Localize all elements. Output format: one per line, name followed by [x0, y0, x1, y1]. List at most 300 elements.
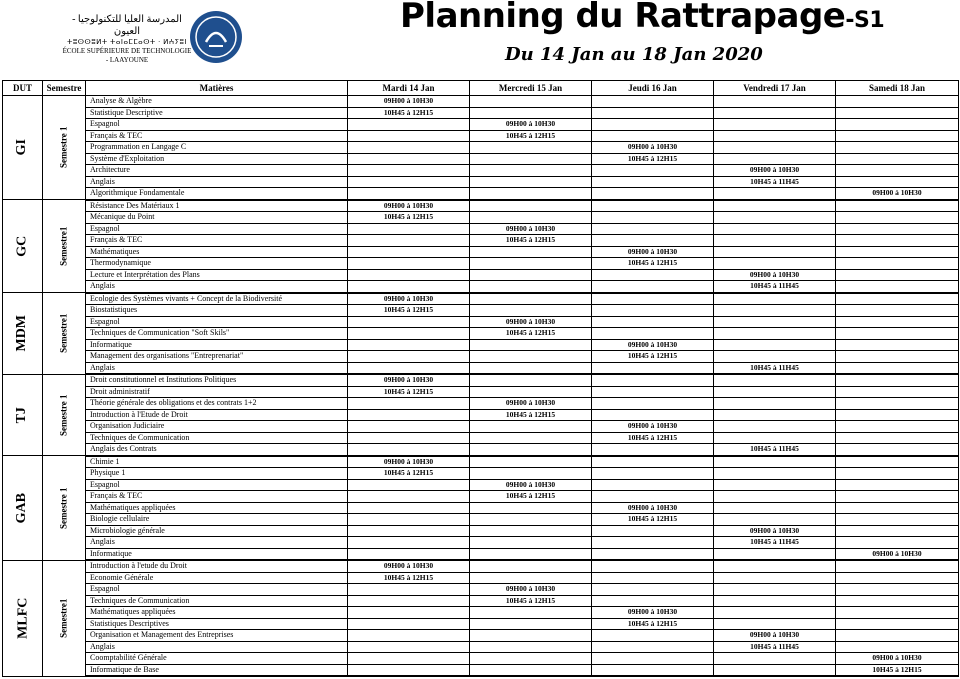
- time-slot-cell: [348, 502, 470, 514]
- subject-cell: Mécanique du Point: [86, 212, 348, 224]
- time-slot-cell: [714, 398, 836, 410]
- time-slot-cell: 10H45 à 12H15: [348, 386, 470, 398]
- time-slot-cell: [592, 269, 714, 281]
- time-slot-cell: [836, 339, 959, 351]
- semestre-label-cell: [43, 200, 86, 293]
- school-logo-text: [62, 14, 192, 65]
- schedule-body: [3, 96, 959, 677]
- col-semestre: Semestre: [43, 81, 86, 96]
- time-slot-cell: 09H00 à 10H30: [470, 479, 592, 491]
- time-slot-cell: 10H45 à 11H45: [714, 537, 836, 549]
- time-slot-cell: 10H45 à 12H15: [470, 328, 592, 340]
- page-title: [400, 0, 884, 36]
- table-row: [3, 468, 959, 480]
- subject-cell: Physique 1: [86, 468, 348, 480]
- table-row: [3, 305, 959, 317]
- dut-label: GI: [14, 139, 30, 156]
- time-slot-cell: [836, 514, 959, 526]
- time-slot-cell: 10H45 à 12H15: [348, 107, 470, 119]
- table-row: [3, 130, 959, 142]
- time-slot-cell: [714, 130, 836, 142]
- time-slot-cell: [714, 351, 836, 363]
- time-slot-cell: [714, 653, 836, 665]
- semestre-label: Semestre1: [58, 313, 69, 353]
- table-row: [3, 351, 959, 363]
- table-row: [3, 293, 959, 305]
- time-slot-cell: [836, 618, 959, 630]
- table-row: [3, 630, 959, 642]
- time-slot-cell: [836, 572, 959, 584]
- subject-cell: Programmation en Langage C: [86, 142, 348, 154]
- time-slot-cell: [348, 421, 470, 433]
- time-slot-cell: [836, 246, 959, 258]
- time-slot-cell: [470, 641, 592, 653]
- time-slot-cell: [836, 584, 959, 596]
- time-slot-cell: [592, 548, 714, 560]
- time-slot-cell: [592, 595, 714, 607]
- time-slot-cell: [470, 386, 592, 398]
- table-row: [3, 584, 959, 596]
- time-slot-cell: [348, 258, 470, 270]
- time-slot-cell: [470, 305, 592, 317]
- time-slot-cell: [348, 653, 470, 665]
- time-slot-cell: [714, 432, 836, 444]
- time-slot-cell: 09H00 à 10H30: [836, 653, 959, 665]
- time-slot-cell: 09H00 à 10H30: [714, 525, 836, 537]
- time-slot-cell: [714, 409, 836, 421]
- time-slot-cell: [714, 153, 836, 165]
- time-slot-cell: [470, 153, 592, 165]
- subject-cell: Anglais: [86, 281, 348, 293]
- table-row: [3, 119, 959, 131]
- subject-cell: Droit administratif: [86, 386, 348, 398]
- time-slot-cell: [592, 572, 714, 584]
- col-dut: DUT: [3, 81, 43, 96]
- dut-label-cell: [3, 374, 43, 456]
- subject-cell: Introduction à l'Etude de Droit: [86, 409, 348, 421]
- time-slot-cell: [592, 176, 714, 188]
- time-slot-cell: [836, 176, 959, 188]
- time-slot-cell: 10H45 à 11H45: [714, 176, 836, 188]
- table-row: [3, 281, 959, 293]
- time-slot-cell: [348, 432, 470, 444]
- time-slot-cell: [470, 142, 592, 154]
- time-slot-cell: [592, 491, 714, 503]
- dut-label: GC: [14, 235, 30, 257]
- time-slot-cell: [836, 641, 959, 653]
- time-slot-cell: [348, 235, 470, 247]
- subject-cell: Espagnol: [86, 119, 348, 131]
- time-slot-cell: [470, 374, 592, 386]
- subject-cell: Anglais: [86, 362, 348, 374]
- table-row: [3, 362, 959, 374]
- time-slot-cell: [470, 630, 592, 642]
- subject-cell: Espagnol: [86, 479, 348, 491]
- time-slot-cell: [348, 328, 470, 340]
- col-day: Mercredi 15 Jan: [470, 81, 592, 96]
- time-slot-cell: [470, 664, 592, 676]
- time-slot-cell: [836, 293, 959, 305]
- time-slot-cell: [714, 421, 836, 433]
- dut-label: TJ: [14, 406, 30, 423]
- time-slot-cell: 10H45 à 12H15: [592, 432, 714, 444]
- time-slot-cell: [592, 119, 714, 131]
- table-row: [3, 176, 959, 188]
- table-row: [3, 188, 959, 200]
- time-slot-cell: [470, 107, 592, 119]
- col-day: Vendredi 17 Jan: [714, 81, 836, 96]
- table-row: [3, 246, 959, 258]
- time-slot-cell: [836, 421, 959, 433]
- time-slot-cell: [348, 339, 470, 351]
- time-slot-cell: 09H00 à 10H30: [470, 316, 592, 328]
- time-slot-cell: [470, 444, 592, 456]
- subject-cell: Management des organisations "Entreprenariat": [86, 351, 348, 363]
- table-row: [3, 235, 959, 247]
- time-slot-cell: 10H45 à 12H15: [836, 664, 959, 676]
- time-slot-cell: [714, 572, 836, 584]
- time-slot-cell: [470, 362, 592, 374]
- subject-cell: Organisation et Management des Entreprises: [86, 630, 348, 642]
- table-row: [3, 165, 959, 177]
- subject-cell: Statistiques Descriptives: [86, 618, 348, 630]
- time-slot-cell: 10H45 à 11H45: [714, 281, 836, 293]
- time-slot-cell: [348, 491, 470, 503]
- time-slot-cell: [836, 212, 959, 224]
- subject-cell: Chimie 1: [86, 456, 348, 468]
- time-slot-cell: [592, 130, 714, 142]
- time-slot-cell: [714, 584, 836, 596]
- semestre-label: Semestre1: [58, 226, 69, 266]
- time-slot-cell: [592, 409, 714, 421]
- time-slot-cell: [470, 514, 592, 526]
- semestre-label-cell: [43, 560, 86, 676]
- time-slot-cell: [348, 398, 470, 410]
- schedule-table: [2, 80, 959, 677]
- time-slot-cell: [714, 339, 836, 351]
- time-slot-cell: [348, 641, 470, 653]
- time-slot-cell: [836, 130, 959, 142]
- time-slot-cell: [348, 351, 470, 363]
- subject-cell: Espagnol: [86, 316, 348, 328]
- time-slot-cell: 10H45 à 12H15: [592, 258, 714, 270]
- subject-cell: Techniques de Communication "Soft Skils": [86, 328, 348, 340]
- time-slot-cell: [714, 560, 836, 572]
- time-slot-cell: [470, 96, 592, 108]
- time-slot-cell: [470, 537, 592, 549]
- time-slot-cell: 09H00 à 10H30: [592, 142, 714, 154]
- time-slot-cell: [714, 223, 836, 235]
- time-slot-cell: [592, 165, 714, 177]
- subject-cell: Français & TEC: [86, 130, 348, 142]
- time-slot-cell: [836, 328, 959, 340]
- time-slot-cell: [592, 223, 714, 235]
- subject-cell: Théorie générale des obligations et des contrats 1+2: [86, 398, 348, 410]
- time-slot-cell: [348, 409, 470, 421]
- time-slot-cell: [592, 664, 714, 676]
- time-slot-cell: 09H00 à 10H30: [592, 246, 714, 258]
- time-slot-cell: [470, 281, 592, 293]
- time-slot-cell: [714, 188, 836, 200]
- time-slot-cell: [836, 560, 959, 572]
- time-slot-cell: [470, 468, 592, 480]
- time-slot-cell: [836, 165, 959, 177]
- time-slot-cell: [470, 293, 592, 305]
- table-row: [3, 653, 959, 665]
- time-slot-cell: 10H45 à 12H15: [592, 618, 714, 630]
- table-row: [3, 479, 959, 491]
- subject-cell: Organisation Judiciaire: [86, 421, 348, 433]
- time-slot-cell: [592, 537, 714, 549]
- time-slot-cell: [592, 386, 714, 398]
- time-slot-cell: [470, 432, 592, 444]
- time-slot-cell: [348, 537, 470, 549]
- time-slot-cell: [714, 246, 836, 258]
- time-slot-cell: 10H45 à 11H45: [714, 362, 836, 374]
- time-slot-cell: [592, 653, 714, 665]
- time-slot-cell: [714, 316, 836, 328]
- time-slot-cell: [714, 119, 836, 131]
- time-slot-cell: [470, 188, 592, 200]
- time-slot-cell: [836, 456, 959, 468]
- time-slot-cell: [714, 107, 836, 119]
- col-day: Mardi 14 Jan: [348, 81, 470, 96]
- time-slot-cell: [348, 584, 470, 596]
- table-row: [3, 316, 959, 328]
- time-slot-cell: [470, 572, 592, 584]
- time-slot-cell: [714, 618, 836, 630]
- subject-cell: Mathématiques: [86, 246, 348, 258]
- time-slot-cell: 10H45 à 12H15: [470, 595, 592, 607]
- time-slot-cell: 10H45 à 12H15: [348, 572, 470, 584]
- time-slot-cell: 09H00 à 10H30: [348, 200, 470, 212]
- table-row: [3, 456, 959, 468]
- time-slot-cell: [836, 468, 959, 480]
- table-row: [3, 200, 959, 212]
- subject-cell: Anglais: [86, 537, 348, 549]
- time-slot-cell: [714, 514, 836, 526]
- time-slot-cell: [348, 362, 470, 374]
- time-slot-cell: [348, 142, 470, 154]
- time-slot-cell: [470, 456, 592, 468]
- time-slot-cell: [348, 630, 470, 642]
- table-row: [3, 223, 959, 235]
- subject-cell: Lecture et Interprétation des Plans: [86, 269, 348, 281]
- table-row: [3, 107, 959, 119]
- semestre-label: Semestre 1: [58, 393, 69, 436]
- time-slot-cell: [836, 525, 959, 537]
- subject-cell: Anglais: [86, 176, 348, 188]
- semestre-label-cell: [43, 374, 86, 456]
- time-slot-cell: [470, 502, 592, 514]
- time-slot-cell: [470, 653, 592, 665]
- subject-cell: Droit constitutionnel et Institutions Politiques: [86, 374, 348, 386]
- time-slot-cell: 10H45 à 12H15: [348, 468, 470, 480]
- dut-label: GAB: [14, 492, 30, 523]
- time-slot-cell: [836, 409, 959, 421]
- time-slot-cell: [592, 584, 714, 596]
- time-slot-cell: [470, 339, 592, 351]
- subject-cell: Coomptabilité Générale: [86, 653, 348, 665]
- time-slot-cell: [836, 374, 959, 386]
- time-slot-cell: [714, 305, 836, 317]
- time-slot-cell: 09H00 à 10H30: [714, 269, 836, 281]
- subject-cell: Architecture: [86, 165, 348, 177]
- table-row: [3, 328, 959, 340]
- time-slot-cell: [714, 479, 836, 491]
- time-slot-cell: [470, 607, 592, 619]
- table-row: [3, 560, 959, 572]
- time-slot-cell: [836, 316, 959, 328]
- dut-label: MLFC: [15, 597, 31, 639]
- table-row: [3, 502, 959, 514]
- dut-label-cell: [3, 560, 43, 676]
- time-slot-cell: 09H00 à 10H30: [470, 398, 592, 410]
- time-slot-cell: [714, 96, 836, 108]
- time-slot-cell: [348, 130, 470, 142]
- time-slot-cell: 09H00 à 10H30: [592, 502, 714, 514]
- subject-cell: Algorithmique Fondamentale: [86, 188, 348, 200]
- time-slot-cell: [592, 362, 714, 374]
- time-slot-cell: [836, 537, 959, 549]
- time-slot-cell: [348, 479, 470, 491]
- logo-french: ÉCOLE SUPÉRIEURE DE TECHNOLOGIE - LAAYOUNE: [62, 47, 192, 64]
- time-slot-cell: 09H00 à 10H30: [348, 96, 470, 108]
- time-slot-cell: [836, 281, 959, 293]
- page-header: [0, 0, 960, 80]
- time-slot-cell: [348, 165, 470, 177]
- time-slot-cell: [348, 223, 470, 235]
- dut-label-cell: [3, 200, 43, 293]
- time-slot-cell: [836, 444, 959, 456]
- time-slot-cell: 09H00 à 10H30: [592, 421, 714, 433]
- subject-cell: Mathématiques appliquées: [86, 502, 348, 514]
- time-slot-cell: [470, 525, 592, 537]
- time-slot-cell: [714, 548, 836, 560]
- title-suffix: -S1: [845, 8, 885, 33]
- subject-cell: Microbiologie générale: [86, 525, 348, 537]
- time-slot-cell: 10H45 à 12H15: [592, 153, 714, 165]
- time-slot-cell: [348, 525, 470, 537]
- table-row: [3, 618, 959, 630]
- time-slot-cell: [714, 595, 836, 607]
- time-slot-cell: [714, 293, 836, 305]
- table-row: [3, 548, 959, 560]
- time-slot-cell: [836, 502, 959, 514]
- time-slot-cell: [836, 595, 959, 607]
- table-row: [3, 444, 959, 456]
- time-slot-cell: [836, 223, 959, 235]
- time-slot-cell: [348, 664, 470, 676]
- time-slot-cell: [836, 96, 959, 108]
- subject-cell: Informatique: [86, 548, 348, 560]
- time-slot-cell: [714, 235, 836, 247]
- time-slot-cell: [836, 386, 959, 398]
- table-row: [3, 142, 959, 154]
- table-row: [3, 212, 959, 224]
- dut-label: MDM: [14, 314, 30, 352]
- time-slot-cell: [592, 188, 714, 200]
- time-slot-cell: [714, 374, 836, 386]
- time-slot-cell: 10H45 à 12H15: [470, 491, 592, 503]
- time-slot-cell: [714, 328, 836, 340]
- table-row: [3, 269, 959, 281]
- table-row: [3, 409, 959, 421]
- time-slot-cell: [836, 351, 959, 363]
- time-slot-cell: [714, 212, 836, 224]
- time-slot-cell: 09H00 à 10H30: [348, 456, 470, 468]
- time-slot-cell: [714, 502, 836, 514]
- table-row: [3, 432, 959, 444]
- time-slot-cell: [470, 560, 592, 572]
- time-slot-cell: 09H00 à 10H30: [470, 119, 592, 131]
- table-row: [3, 421, 959, 433]
- time-slot-cell: [592, 641, 714, 653]
- time-slot-cell: 09H00 à 10H30: [714, 630, 836, 642]
- time-slot-cell: [592, 293, 714, 305]
- time-slot-cell: 09H00 à 10H30: [714, 165, 836, 177]
- school-logo-icon: [189, 10, 243, 64]
- time-slot-cell: 10H45 à 11H45: [714, 444, 836, 456]
- time-slot-cell: [470, 269, 592, 281]
- time-slot-cell: [592, 479, 714, 491]
- time-slot-cell: [714, 491, 836, 503]
- time-slot-cell: [592, 235, 714, 247]
- time-slot-cell: 09H00 à 10H30: [592, 607, 714, 619]
- time-slot-cell: [470, 258, 592, 270]
- logo-tifinagh: ⵜⵓⵙⵙⵓⵍⵜ ⵜⴰⵏⴰⵎⵎⴰⵙⵜ · ⵍⵄⵢⵓⵏ: [66, 38, 188, 46]
- time-slot-cell: 10H45 à 12H15: [348, 305, 470, 317]
- subject-cell: Analyse & Algèbre: [86, 96, 348, 108]
- time-slot-cell: 09H00 à 10H30: [348, 560, 470, 572]
- table-row: [3, 386, 959, 398]
- time-slot-cell: [836, 235, 959, 247]
- time-slot-cell: [592, 630, 714, 642]
- time-slot-cell: [592, 96, 714, 108]
- time-slot-cell: 10H45 à 12H15: [592, 351, 714, 363]
- time-slot-cell: [592, 560, 714, 572]
- time-slot-cell: [714, 200, 836, 212]
- semestre-label-cell: [43, 293, 86, 375]
- date-range: Du 14 Jan au 18 Jan 2020: [505, 44, 763, 65]
- table-row: [3, 641, 959, 653]
- time-slot-cell: [470, 176, 592, 188]
- time-slot-cell: 10H45 à 12H15: [470, 130, 592, 142]
- table-row: [3, 664, 959, 676]
- time-slot-cell: [836, 362, 959, 374]
- time-slot-cell: [714, 607, 836, 619]
- subject-cell: Anglais: [86, 641, 348, 653]
- time-slot-cell: [836, 432, 959, 444]
- time-slot-cell: [836, 398, 959, 410]
- time-slot-cell: [348, 281, 470, 293]
- time-slot-cell: [714, 386, 836, 398]
- time-slot-cell: 09H00 à 10H30: [348, 293, 470, 305]
- table-row: [3, 374, 959, 386]
- subject-cell: Informatique: [86, 339, 348, 351]
- semestre-label-cell: [43, 96, 86, 200]
- col-matieres: Matières: [86, 81, 348, 96]
- title-text: Planning du Rattrapage: [400, 0, 846, 36]
- time-slot-cell: [836, 153, 959, 165]
- time-slot-cell: [714, 468, 836, 480]
- time-slot-cell: [470, 246, 592, 258]
- time-slot-cell: [836, 107, 959, 119]
- subject-cell: Techniques de Communication: [86, 595, 348, 607]
- time-slot-cell: [348, 595, 470, 607]
- time-slot-cell: 09H00 à 10H30: [470, 223, 592, 235]
- time-slot-cell: [592, 316, 714, 328]
